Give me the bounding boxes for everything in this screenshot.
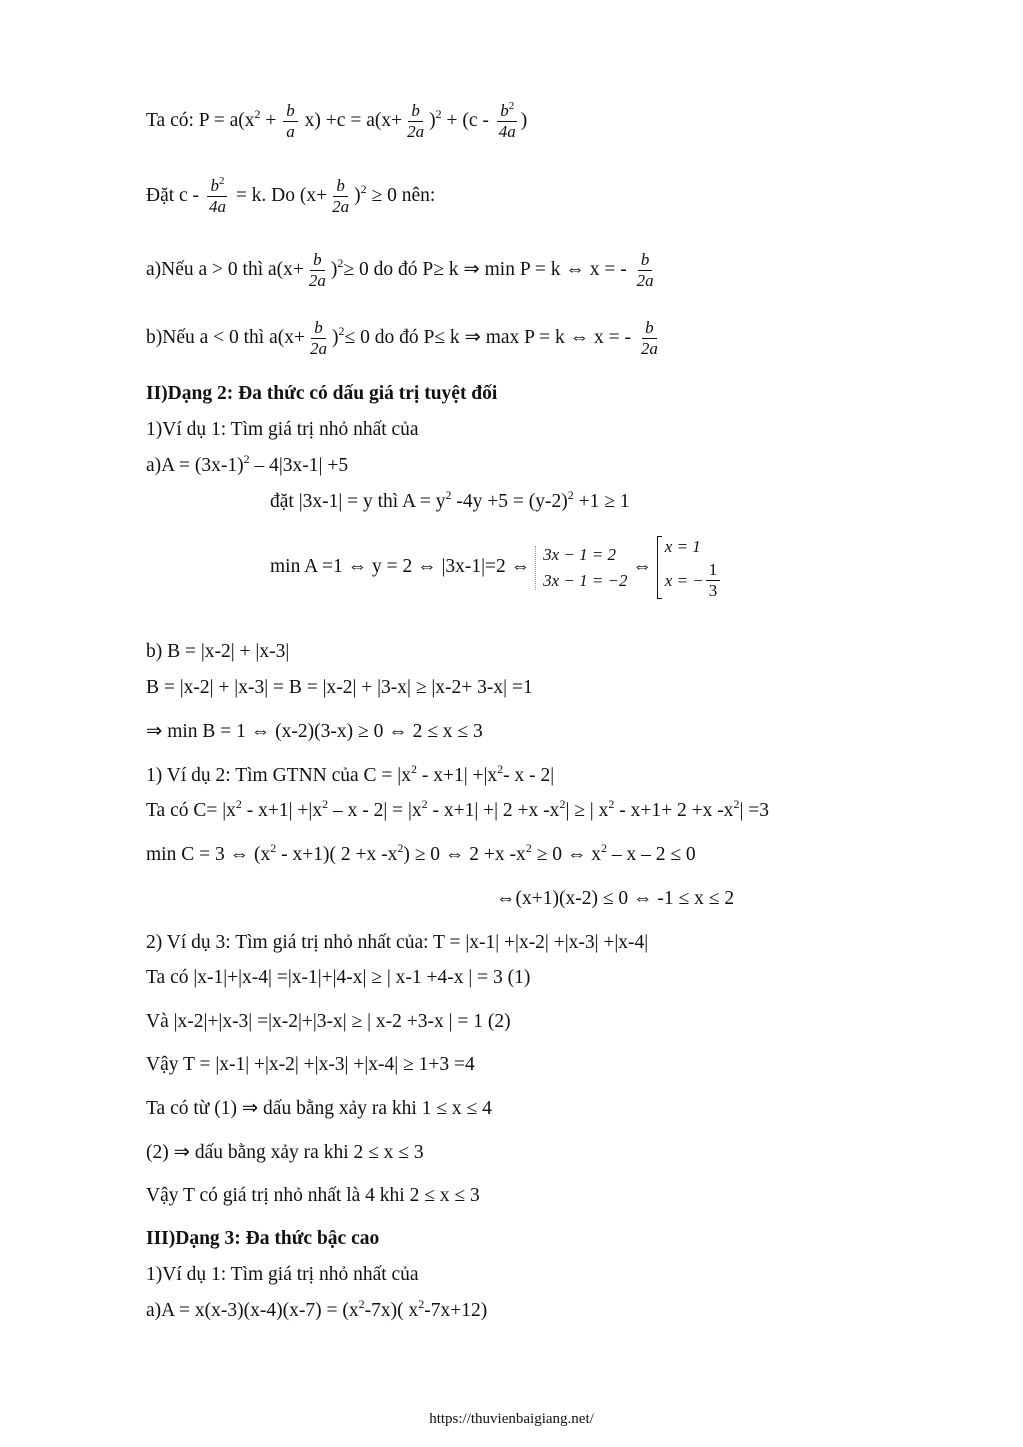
fraction-1-over-3: $\frac{1}{3}$: [706, 560, 721, 601]
fraction-b-over-2a: $\frac{b}{2a}$: [636, 250, 654, 290]
b-inequality: B = |x-2| + |x-3| = B = |x-2| + |3-x| ≥ |x-2+ 3-x| =1: [146, 677, 533, 698]
case-a-negative: b)Nếu a < 0 thì a(x+ $\frac{b}{2a}$ )$^2$≤ 0 do đó P≤ k ⇒ max P = k ⇔ x = - $\frac{b}{2a}$: [146, 318, 663, 359]
example-1-intro: 1)Ví dụ 1: Tìm giá trị nhỏ nhất của: [146, 419, 419, 440]
example-3-intro: 2) Ví dụ 3: Tìm giá trị nhỏ nhất của: T = |x-1| +|x-2| +|x-3| +|x-4|: [146, 932, 649, 953]
example-1b: b) B = |x-2| + |x-3|: [146, 641, 290, 662]
fraction-b2-over-4a: $\frac{b^2}{4a}$: [208, 175, 226, 216]
fraction-b-over-2a: $\frac{b}{2a}$: [310, 318, 327, 358]
formula-set-k: Đặt c - $\frac{b^2}{4a}$ = k. Do (x+ $\frac{b}{2a}$ )$^2$ ≥ 0 nên:: [146, 175, 436, 216]
equality-condition-2: (2) ⇒ dấu bằng xảy ra khi 2 ≤ x ≤ 3: [146, 1142, 424, 1163]
t-inequality-1: Ta có |x-1|+|x-4| =|x-1|+|4-x| ≥ | x-1 +4-x | = 3 (1): [146, 967, 531, 988]
solution-system: x = 1 x = − $\frac{1}{3}$: [657, 534, 723, 601]
section-heading-2: II)Dạng 2: Đa thức có dấu giá trị tuyệt đối: [146, 383, 498, 404]
t-sum-line: Vậy T = |x-1| +|x-2| +|x-3| +|x-4| ≥ 1+3 =4: [146, 1054, 475, 1075]
min-c-line: min C = 3 ⇔ $(x^2 - x+1)$( 2 +x $-x^2) \ge 0$ ⇔ 2 +x $-x^2 \ge 0$ ⇔ $x^2 - x - 2 \le 0$: [146, 841, 696, 865]
fraction-b-over-a: $\frac{b}{a}$: [283, 101, 298, 142]
fraction-b-over-2a: $\frac{b}{2a}$: [332, 176, 350, 216]
fraction-b-over-2a: $\frac{b}{2a}$: [308, 250, 326, 290]
fraction-b2-over-4a: $\frac{b^2}{4a}$: [498, 100, 516, 141]
example-2-intro: 1) Ví dụ 2: Tìm GTNN của $C = |x^2 - x+1| +|x^2-$ x - 2|: [146, 762, 555, 786]
fraction-b-over-2a: $\frac{b}{2a}$: [407, 101, 425, 141]
example-3-1-intro: 1)Ví dụ 1: Tìm giá trị nhỏ nhất của: [146, 1264, 419, 1285]
substitution-line: đặt |3x-1| = y thì $A = y^2$ $-4y +5 = (y-2)^2 +1 \ge 1$: [270, 488, 630, 512]
example-1a: $a)A = (3x-1)^2 - 4|3x-1| +5$: [146, 452, 349, 476]
c-solution-range: ⇔(x+1)(x-2) ≤ 0 ⇔ -1 ≤ x ≤ 2: [496, 888, 735, 909]
c-inequality: Ta có $C= |x^2 - x+1| +|x^2 - x - 2| = |x^2 - x+1|$ +| 2 +x $-x^2|$ ≥ | $x^2 - x+1+ 2 +x$ $-x^2| =3$: [146, 797, 769, 821]
fraction-b-over-2a: $\frac{b}{2a}$: [640, 318, 658, 358]
case-a-positive: a)Nếu a > 0 thì a(x+ $\frac{b}{2a}$ )$^2$≥ 0 do đó P≥ k ⇒ min P = k ⇔ x = - $\frac{b}{2a}$: [146, 250, 659, 291]
footer-url: https://thuvienbaigiang.net/: [429, 1411, 594, 1427]
t-conclusion: Vậy T có giá trị nhỏ nhất là 4 khi 2 ≤ x ≤ 3: [146, 1185, 480, 1206]
example-3-1a: $a)A = x(x-3)(x-4)(x-7) = (x^2-7x)$( $x^2-7x+12$): [146, 1297, 488, 1321]
formula-p-expansion: Ta có: $P = a(x^2$ + $\frac{b}{a}$ x) +c = a(x+ $\frac{b}{2a}$ )$^2$ + (c - $\frac{b^2}{4a}$ ): [146, 100, 528, 141]
min-a-line: min A =1 ⇔ y = 2 ⇔ |3x-1|=2 ⇔ 3x − 1 = 2 3x − 1 = −2 ⇔ x = 1 x = − $\frac{1}{3}$: [270, 534, 722, 601]
section-heading-3: III)Dạng 3: Đa thức bậc cao: [146, 1228, 380, 1249]
t-inequality-2: Và |x-2|+|x-3| =|x-2|+|3-x| ≥ | x-2 +3-x | = 1 (2): [146, 1011, 511, 1032]
min-b-line: ⇒ min B = 1 ⇔ (x-2)(3-x) ≥ 0 ⇔ 2 ≤ x ≤ 3: [146, 721, 483, 742]
equation-system-1: 3x − 1 = 2 3x − 1 = −2: [535, 542, 627, 594]
equality-condition-1: Ta có từ (1) ⇒ dấu bằng xảy ra khi 1 ≤ x ≤ 4: [146, 1098, 492, 1119]
